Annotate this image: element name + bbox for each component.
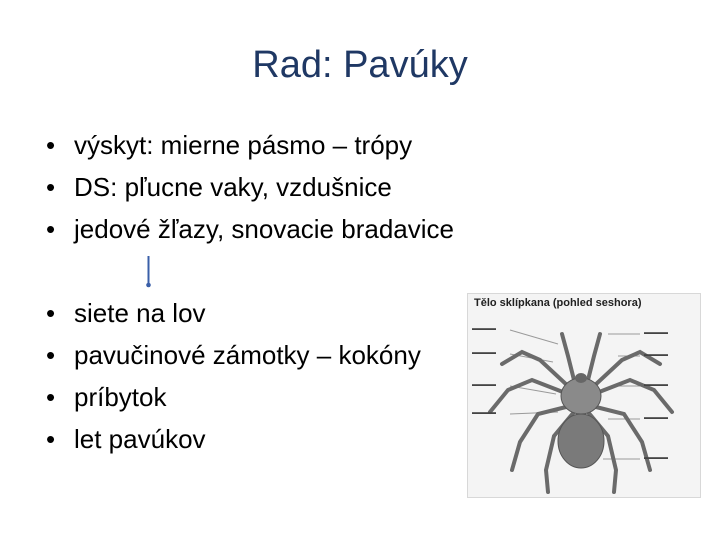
spider-illustration bbox=[468, 294, 700, 497]
figure-label: ▬▬▬▬ bbox=[644, 352, 668, 358]
bullet-item: • príbytok bbox=[46, 376, 421, 418]
bullet-item: • pavučinové zámotky – kokóny bbox=[46, 334, 421, 376]
bullet-item: • let pavúkov bbox=[46, 418, 421, 460]
figure-label: ▬▬▬▬ bbox=[472, 382, 496, 388]
figure-label: ▬▬▬▬ bbox=[644, 330, 668, 336]
slide-title: Rad: Pavúky bbox=[252, 44, 468, 86]
figure-label: ▬▬▬▬ bbox=[472, 326, 496, 332]
figure-label: ▬▬▬▬ bbox=[472, 350, 496, 356]
figure-label: ▬▬▬▬ bbox=[644, 382, 668, 388]
bullet-list-top bbox=[46, 124, 454, 250]
figure-title: Tělo sklípkana (pohled seshora) bbox=[474, 297, 642, 309]
bullet-item: • siete na lov bbox=[46, 292, 421, 334]
bullet-item: • výskyt: mierne pásmo – trópy bbox=[46, 124, 454, 166]
figure-label: ▬▬▬▬ bbox=[644, 415, 668, 421]
bullet-list-bottom bbox=[46, 292, 421, 460]
spider-anatomy-figure bbox=[467, 293, 701, 498]
bullet-item: • DS: pľucne vaky, vzdušnice bbox=[46, 166, 454, 208]
figure-label: ▬▬▬▬ bbox=[644, 455, 668, 461]
bullet-item: • jedové žľazy, snovacie bradavice bbox=[46, 208, 454, 250]
figure-label: ▬▬▬▬ bbox=[472, 410, 496, 416]
down-arrow-icon bbox=[146, 256, 151, 288]
